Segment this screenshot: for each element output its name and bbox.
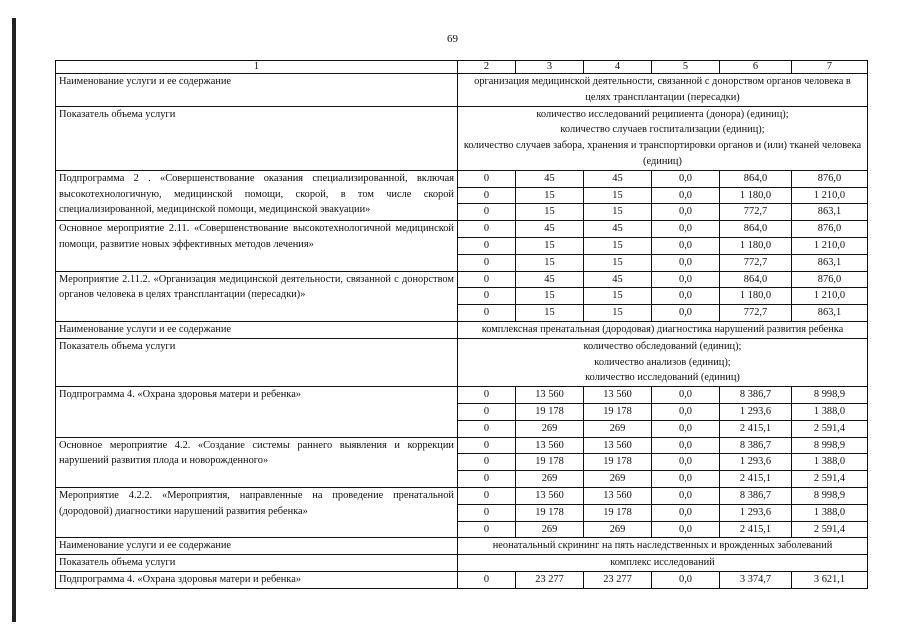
value-cell: 15 bbox=[584, 237, 652, 254]
service-name-row bbox=[56, 74, 868, 107]
table-row bbox=[56, 387, 868, 404]
value-cell: 772,7 bbox=[720, 305, 792, 322]
value-cell: 8 386,7 bbox=[720, 487, 792, 504]
volume-line: количество обследований (единиц); bbox=[583, 340, 742, 352]
service-name-row bbox=[56, 321, 868, 338]
table-row bbox=[56, 437, 868, 454]
value-cell: 8 386,7 bbox=[720, 387, 792, 404]
value-cell: 2 591,4 bbox=[792, 521, 868, 538]
table-row bbox=[56, 271, 868, 288]
column-header: 7 bbox=[792, 61, 868, 74]
value-cell: 1 210,0 bbox=[792, 288, 868, 305]
value-cell: 0,0 bbox=[652, 170, 720, 187]
service-text: неонатальный скрининг на пять наследственных и врожденных заболеваний bbox=[458, 538, 868, 555]
program-name: Мероприятие 4.2.2. «Мероприятия, направленные на проведение пренатальной (дородовой) диагностики нарушений развития ребенка» bbox=[56, 487, 458, 537]
value-cell: 23 277 bbox=[584, 571, 652, 588]
value-cell: 15 bbox=[516, 204, 584, 221]
value-cell: 1 388,0 bbox=[792, 454, 868, 471]
volume-line: количество случаев госпитализации (единиц); bbox=[560, 124, 765, 136]
value-cell: 45 bbox=[584, 170, 652, 187]
value-cell: 15 bbox=[584, 254, 652, 271]
value-cell: 0 bbox=[458, 454, 516, 471]
value-cell: 0 bbox=[458, 254, 516, 271]
value-cell: 0,0 bbox=[652, 487, 720, 504]
volume-label: Показатель объема услуги bbox=[56, 555, 458, 572]
value-cell: 0 bbox=[458, 271, 516, 288]
value-cell: 0 bbox=[458, 504, 516, 521]
value-cell: 1 293,6 bbox=[720, 504, 792, 521]
value-cell: 864,0 bbox=[720, 170, 792, 187]
value-cell: 8 998,9 bbox=[792, 487, 868, 504]
value-cell: 0,0 bbox=[652, 271, 720, 288]
value-cell: 1 388,0 bbox=[792, 504, 868, 521]
value-cell: 0 bbox=[458, 221, 516, 238]
value-cell: 13 560 bbox=[516, 387, 584, 404]
volume-line: количество анализов (единиц); bbox=[594, 356, 731, 368]
value-cell: 1 180,0 bbox=[720, 187, 792, 204]
value-cell: 3 621,1 bbox=[792, 571, 868, 588]
value-cell: 863,1 bbox=[792, 254, 868, 271]
value-cell: 8 998,9 bbox=[792, 437, 868, 454]
value-cell: 0,0 bbox=[652, 437, 720, 454]
program-name: Подпрограмма 2 . «Совершенствование оказания специализированной, включая высокотехнологичную, медицинской помощи, скорой, в том числе скорой специализированной, медицинской помощи, медицинской эвакуации» bbox=[56, 170, 458, 220]
value-cell: 0 bbox=[458, 204, 516, 221]
value-cell: 1 180,0 bbox=[720, 237, 792, 254]
table-row bbox=[56, 170, 868, 187]
value-cell: 0,0 bbox=[652, 305, 720, 322]
column-header: 5 bbox=[652, 61, 720, 74]
value-cell: 0,0 bbox=[652, 237, 720, 254]
value-cell: 15 bbox=[516, 254, 584, 271]
value-cell: 15 bbox=[516, 288, 584, 305]
value-cell: 0 bbox=[458, 420, 516, 437]
value-cell: 13 560 bbox=[516, 487, 584, 504]
value-cell: 0 bbox=[458, 387, 516, 404]
value-cell: 2 415,1 bbox=[720, 521, 792, 538]
value-cell: 15 bbox=[516, 237, 584, 254]
volume-text bbox=[458, 106, 868, 170]
column-header: 6 bbox=[720, 61, 792, 74]
value-cell: 269 bbox=[584, 420, 652, 437]
value-cell: 2 415,1 bbox=[720, 420, 792, 437]
value-cell: 0 bbox=[458, 170, 516, 187]
value-cell: 19 178 bbox=[516, 454, 584, 471]
value-cell: 45 bbox=[516, 221, 584, 238]
value-cell: 269 bbox=[516, 521, 584, 538]
value-cell: 269 bbox=[584, 521, 652, 538]
value-cell: 0 bbox=[458, 403, 516, 420]
service-label: Наименование услуги и ее содержание bbox=[56, 74, 458, 107]
volume-line: комплекс исследований bbox=[610, 557, 715, 569]
volume-line: количество исследований реципиента (донора) (единиц); bbox=[536, 108, 789, 120]
value-cell: 45 bbox=[516, 271, 584, 288]
value-cell: 1 180,0 bbox=[720, 288, 792, 305]
value-cell: 13 560 bbox=[584, 437, 652, 454]
value-cell: 1 210,0 bbox=[792, 237, 868, 254]
value-cell: 8 998,9 bbox=[792, 387, 868, 404]
value-cell: 863,1 bbox=[792, 204, 868, 221]
value-cell: 3 374,7 bbox=[720, 571, 792, 588]
value-cell: 19 178 bbox=[584, 454, 652, 471]
service-label: Наименование услуги и ее содержание bbox=[56, 538, 458, 555]
value-cell: 0,0 bbox=[652, 521, 720, 538]
value-cell: 0,0 bbox=[652, 403, 720, 420]
program-name: Мероприятие 2.11.2. «Организация медицинской деятельности, связанной с донорством органов человека в целях трансплантации (пересадки)» bbox=[56, 271, 458, 321]
value-cell: 0,0 bbox=[652, 387, 720, 404]
program-name: Основное мероприятие 4.2. «Создание системы раннего выявления и коррекции нарушений развития плода и новорожденного» bbox=[56, 437, 458, 487]
value-cell: 8 386,7 bbox=[720, 437, 792, 454]
volume-text bbox=[458, 555, 868, 572]
value-cell: 0 bbox=[458, 437, 516, 454]
value-cell: 1 388,0 bbox=[792, 403, 868, 420]
value-cell: 0,0 bbox=[652, 204, 720, 221]
value-cell: 13 560 bbox=[584, 487, 652, 504]
value-cell: 13 560 bbox=[584, 387, 652, 404]
value-cell: 0,0 bbox=[652, 221, 720, 238]
value-cell: 15 bbox=[516, 187, 584, 204]
value-cell: 269 bbox=[516, 420, 584, 437]
value-cell: 0,0 bbox=[652, 471, 720, 488]
page-number: 69 bbox=[447, 33, 458, 45]
program-name: Подпрограмма 4. «Охрана здоровья матери и ребенка» bbox=[56, 387, 458, 437]
value-cell: 0 bbox=[458, 571, 516, 588]
service-text: организация медицинской деятельности, связанной с донорством органов человека в целях трансплантации (пересадки) bbox=[458, 74, 868, 107]
scan-edge bbox=[12, 18, 16, 622]
value-cell: 1 293,6 bbox=[720, 403, 792, 420]
value-cell: 0 bbox=[458, 288, 516, 305]
table-row bbox=[56, 221, 868, 238]
value-cell: 876,0 bbox=[792, 271, 868, 288]
value-cell: 45 bbox=[584, 221, 652, 238]
value-cell: 0 bbox=[458, 487, 516, 504]
value-cell: 1 210,0 bbox=[792, 187, 868, 204]
service-name-row bbox=[56, 538, 868, 555]
value-cell: 15 bbox=[584, 204, 652, 221]
table-row bbox=[56, 571, 868, 588]
value-cell: 0,0 bbox=[652, 454, 720, 471]
value-cell: 876,0 bbox=[792, 221, 868, 238]
value-cell: 864,0 bbox=[720, 271, 792, 288]
service-text: комплексная пренатальная (дородовая) диагностика нарушений развития ребенка bbox=[458, 321, 868, 338]
value-cell: 876,0 bbox=[792, 170, 868, 187]
value-cell: 15 bbox=[584, 187, 652, 204]
value-cell: 0 bbox=[458, 305, 516, 322]
service-label: Наименование услуги и ее содержание bbox=[56, 321, 458, 338]
volume-label: Показатель объема услуги bbox=[56, 106, 458, 170]
value-cell: 863,1 bbox=[792, 305, 868, 322]
value-cell: 1 293,6 bbox=[720, 454, 792, 471]
value-cell: 772,7 bbox=[720, 254, 792, 271]
value-cell: 0,0 bbox=[652, 504, 720, 521]
table-row bbox=[56, 487, 868, 504]
program-name: Подпрограмма 4. «Охрана здоровья матери и ребенка» bbox=[56, 571, 458, 588]
volume-text bbox=[458, 338, 868, 386]
volume-label: Показатель объема услуги bbox=[56, 338, 458, 386]
value-cell: 0,0 bbox=[652, 571, 720, 588]
value-cell: 19 178 bbox=[584, 403, 652, 420]
column-header: 2 bbox=[458, 61, 516, 74]
value-cell: 2 415,1 bbox=[720, 471, 792, 488]
value-cell: 23 277 bbox=[516, 571, 584, 588]
value-cell: 19 178 bbox=[516, 403, 584, 420]
value-cell: 269 bbox=[584, 471, 652, 488]
value-cell: 45 bbox=[516, 170, 584, 187]
value-cell: 269 bbox=[516, 471, 584, 488]
value-cell: 13 560 bbox=[516, 437, 584, 454]
value-cell: 0,0 bbox=[652, 288, 720, 305]
value-cell: 0,0 bbox=[652, 420, 720, 437]
header-row bbox=[56, 61, 868, 74]
volume-indicator-row bbox=[56, 555, 868, 572]
value-cell: 0,0 bbox=[652, 254, 720, 271]
value-cell: 2 591,4 bbox=[792, 420, 868, 437]
value-cell: 0 bbox=[458, 237, 516, 254]
column-header: 1 bbox=[56, 61, 458, 74]
volume-line: количество случаев забора, хранения и транспортировки органов и (или) тканей человека (единиц) bbox=[463, 140, 862, 167]
value-cell: 45 bbox=[584, 271, 652, 288]
value-cell: 2 591,4 bbox=[792, 471, 868, 488]
value-cell: 0 bbox=[458, 471, 516, 488]
value-cell: 15 bbox=[584, 305, 652, 322]
value-cell: 0,0 bbox=[652, 187, 720, 204]
value-cell: 0 bbox=[458, 187, 516, 204]
value-cell: 0 bbox=[458, 521, 516, 538]
value-cell: 19 178 bbox=[584, 504, 652, 521]
program-name: Основное мероприятие 2.11. «Совершенствование высокотехнологичной медицинской помощи, развитие новых эффективных методов лечения» bbox=[56, 221, 458, 271]
data-table bbox=[55, 60, 868, 589]
volume-line: количество исследований (единиц) bbox=[585, 372, 740, 384]
value-cell: 19 178 bbox=[516, 504, 584, 521]
value-cell: 772,7 bbox=[720, 204, 792, 221]
volume-indicator-row bbox=[56, 106, 868, 170]
value-cell: 15 bbox=[516, 305, 584, 322]
volume-indicator-row bbox=[56, 338, 868, 386]
column-header: 3 bbox=[516, 61, 584, 74]
value-cell: 864,0 bbox=[720, 221, 792, 238]
value-cell: 15 bbox=[584, 288, 652, 305]
column-header: 4 bbox=[584, 61, 652, 74]
